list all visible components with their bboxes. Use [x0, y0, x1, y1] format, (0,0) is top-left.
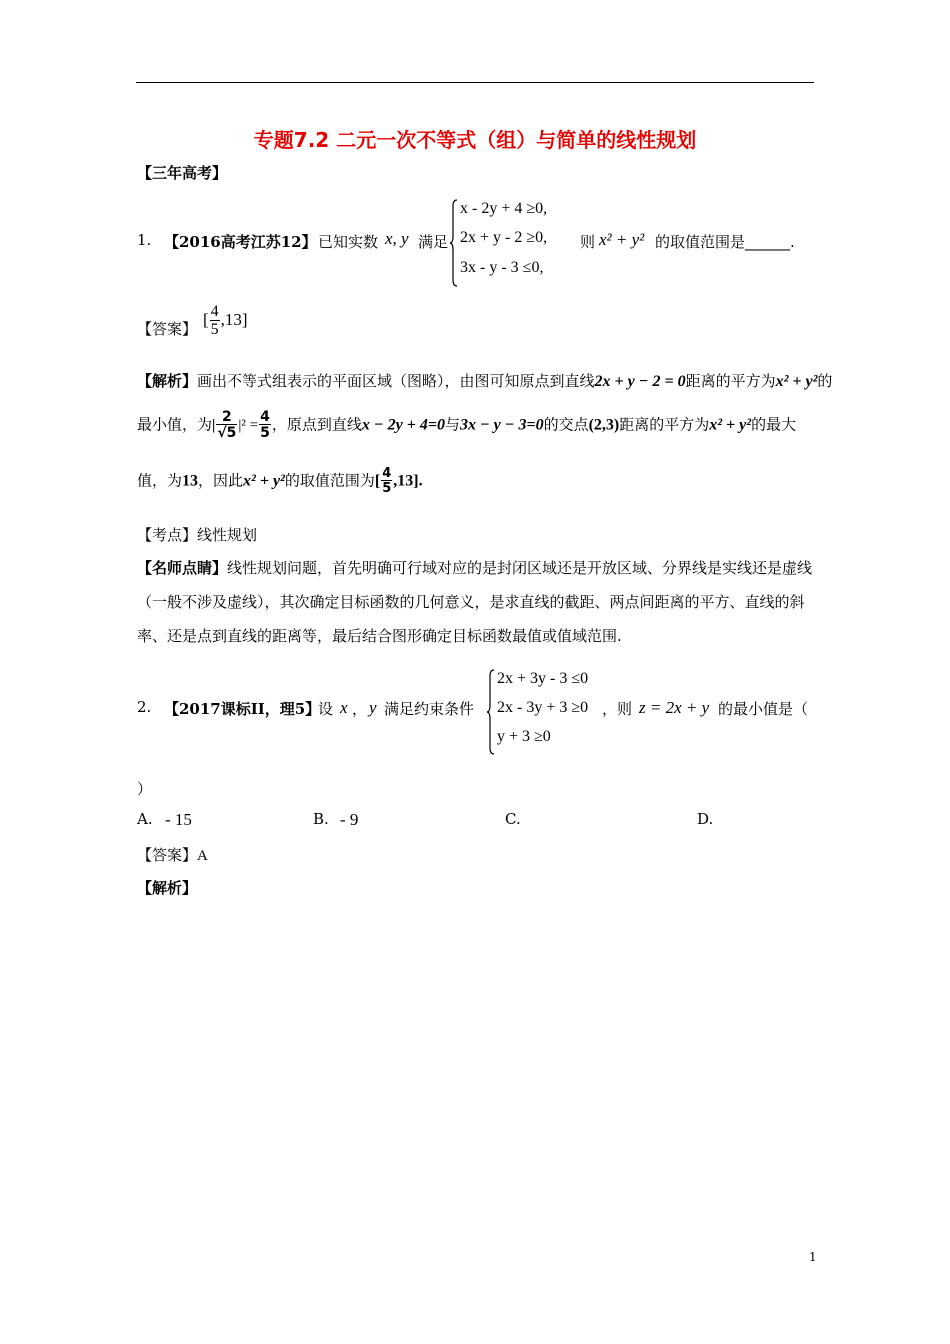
kaodian: [137, 524, 257, 545]
option-b-value: - 9: [340, 810, 359, 829]
question-stem-pre: 设: [318, 700, 334, 718]
analysis-text: 与: [444, 415, 460, 434]
analysis-text: 的: [817, 372, 833, 390]
fraction-numerator: 4: [260, 409, 270, 425]
analysis-line-2: 最小值，为| $\frac{2}{√5}$ |² = $\frac{4}{5}$ ，原点到直线x − 2y + 4=0与3x − y − 3=0的交点(2,3)距离的平方为x² + y²的最大: [137, 409, 797, 441]
analysis-line-1: [137, 370, 832, 391]
option-b-label: B.: [313, 810, 329, 828]
constraint-system: [450, 198, 600, 288]
var-y: y: [369, 698, 377, 717]
answer-label: 【答案】: [137, 846, 198, 864]
left-brace-icon: [450, 198, 458, 288]
analysis-text: 距离的平方为: [685, 372, 776, 390]
answer: [137, 844, 208, 865]
analysis-text: 最小值，为: [137, 415, 213, 434]
analysis-text: 的最大: [751, 415, 797, 434]
question-stem-after: 则: [580, 233, 596, 251]
constraint-2: 2x - 3y + 3 ≥0: [497, 699, 589, 716]
question-stem-mid: 满足约束条件: [384, 700, 475, 718]
var-x: x: [340, 698, 348, 717]
question-stem-mid: 满足: [418, 233, 449, 251]
analysis-equals: |² =: [238, 417, 259, 434]
option-c-label: C.: [505, 810, 521, 828]
question-sep: ，: [352, 700, 368, 718]
kaodian-text: 线性规划: [197, 526, 258, 544]
answer-numerator: 4: [210, 303, 219, 320]
range-fraction: [381, 467, 392, 495]
analysis-point: (2,3): [588, 416, 620, 434]
analysis-line-equation: x − 2y + 4=0: [361, 416, 445, 434]
page-title: 专题7.2 二元一次不等式（组）与简单的线性规划: [253, 128, 697, 152]
analysis-text: 距离的平方为: [619, 415, 710, 434]
analysis-text: 的取值范围为: [284, 471, 375, 490]
analysis-text: ，因此: [198, 471, 244, 490]
range-close: ,13].: [393, 472, 423, 490]
analysis-result-fraction: [259, 410, 271, 440]
constraint-3: 3x - y - 3 ≤0,: [460, 259, 544, 276]
question-source: 【2017课标II，理5】: [164, 700, 321, 718]
question-stem-after: ，则: [602, 700, 633, 718]
analysis-line-equation: 3x − y − 3=0: [459, 416, 544, 434]
question-source: 【2016高考江苏12】: [164, 233, 317, 251]
fraction-numerator: 4: [382, 466, 392, 481]
page-number: 1: [809, 1250, 817, 1264]
constraint-system: [487, 668, 617, 756]
option-a-value: - 15: [165, 810, 192, 829]
question-target-expr: x² + y²: [599, 230, 645, 249]
constraint-3: y + 3 ≥0: [497, 728, 551, 745]
question-close-paren: ）: [137, 780, 153, 798]
left-brace-icon: [487, 668, 495, 756]
constraint-1: x - 2y + 4 ≥0,: [460, 200, 548, 217]
fraction-numerator: 2: [222, 409, 232, 425]
analysis-line-3: [137, 467, 423, 495]
answer-value: A: [197, 848, 208, 864]
constraint-2: 2x + y - 2 ≥0,: [460, 229, 548, 246]
analysis-text: 的交点: [543, 415, 589, 434]
option-d-label: D.: [697, 810, 714, 828]
header-rule: [136, 82, 814, 83]
option-a-label: A.: [137, 810, 153, 828]
analysis-text: 值，为: [137, 471, 183, 490]
fraction-denominator: √5: [217, 425, 237, 441]
section-label: 【三年高考】: [137, 164, 228, 182]
tip-label: 【名师点睛】: [137, 559, 228, 577]
question-stem-pre: 已知实数: [318, 233, 379, 251]
question-number: 2.: [137, 698, 152, 716]
fraction-denominator: 5: [382, 481, 392, 496]
answer-close: ,13]: [220, 309, 248, 329]
analysis-text: 画出不等式组表示的平面区域（图略），由图可知原点到直线: [197, 372, 595, 390]
answer-fraction: [210, 304, 220, 338]
analysis-fraction: [216, 410, 237, 440]
question-stem-end: 的取值范围是______.: [655, 233, 795, 251]
kaodian-label: 【考点】: [137, 526, 198, 544]
question-stem-end: 的最小值是（: [718, 700, 809, 718]
question-number: 1.: [137, 231, 152, 249]
analysis-text: ，原点到直线: [271, 415, 362, 434]
analysis-expression: x² + y²: [709, 416, 752, 434]
answer-label: 【答案】: [137, 320, 198, 338]
analysis-label: 【解析】: [137, 372, 198, 390]
answer-value: [203, 304, 248, 338]
answer-denominator: 5: [210, 321, 219, 338]
answer-open-bracket: [: [203, 309, 209, 329]
fraction-denominator: 5: [260, 425, 270, 441]
question-vars: x, y: [385, 229, 409, 248]
constraint-1: 2x + 3y - 3 ≤0: [497, 670, 589, 687]
tip-text: 线性规划问题，首先明确可行域对应的是封闭区域还是开放区域、分界线是实线还是虚线（一般不涉及虚线），其次确定目标函数的几何意义，是求直线的截距、两点间距离的平方、直线的斜率、还是点到直线的距离等，最后结合图形确定目标函数最值或值域范围.: [137, 559, 813, 645]
analysis-line-equation: 2x + y − 2 = 0: [594, 373, 686, 390]
question-target-expr: z = 2x + y: [639, 698, 710, 717]
teacher-tip: [137, 551, 817, 653]
analysis-expression: x² + y²: [243, 472, 285, 490]
analysis-value: 13: [182, 472, 199, 490]
range-open-bracket: [: [374, 472, 381, 490]
analysis-label: 【解析】: [137, 879, 198, 897]
analysis-expression: x² + y²: [775, 373, 818, 390]
